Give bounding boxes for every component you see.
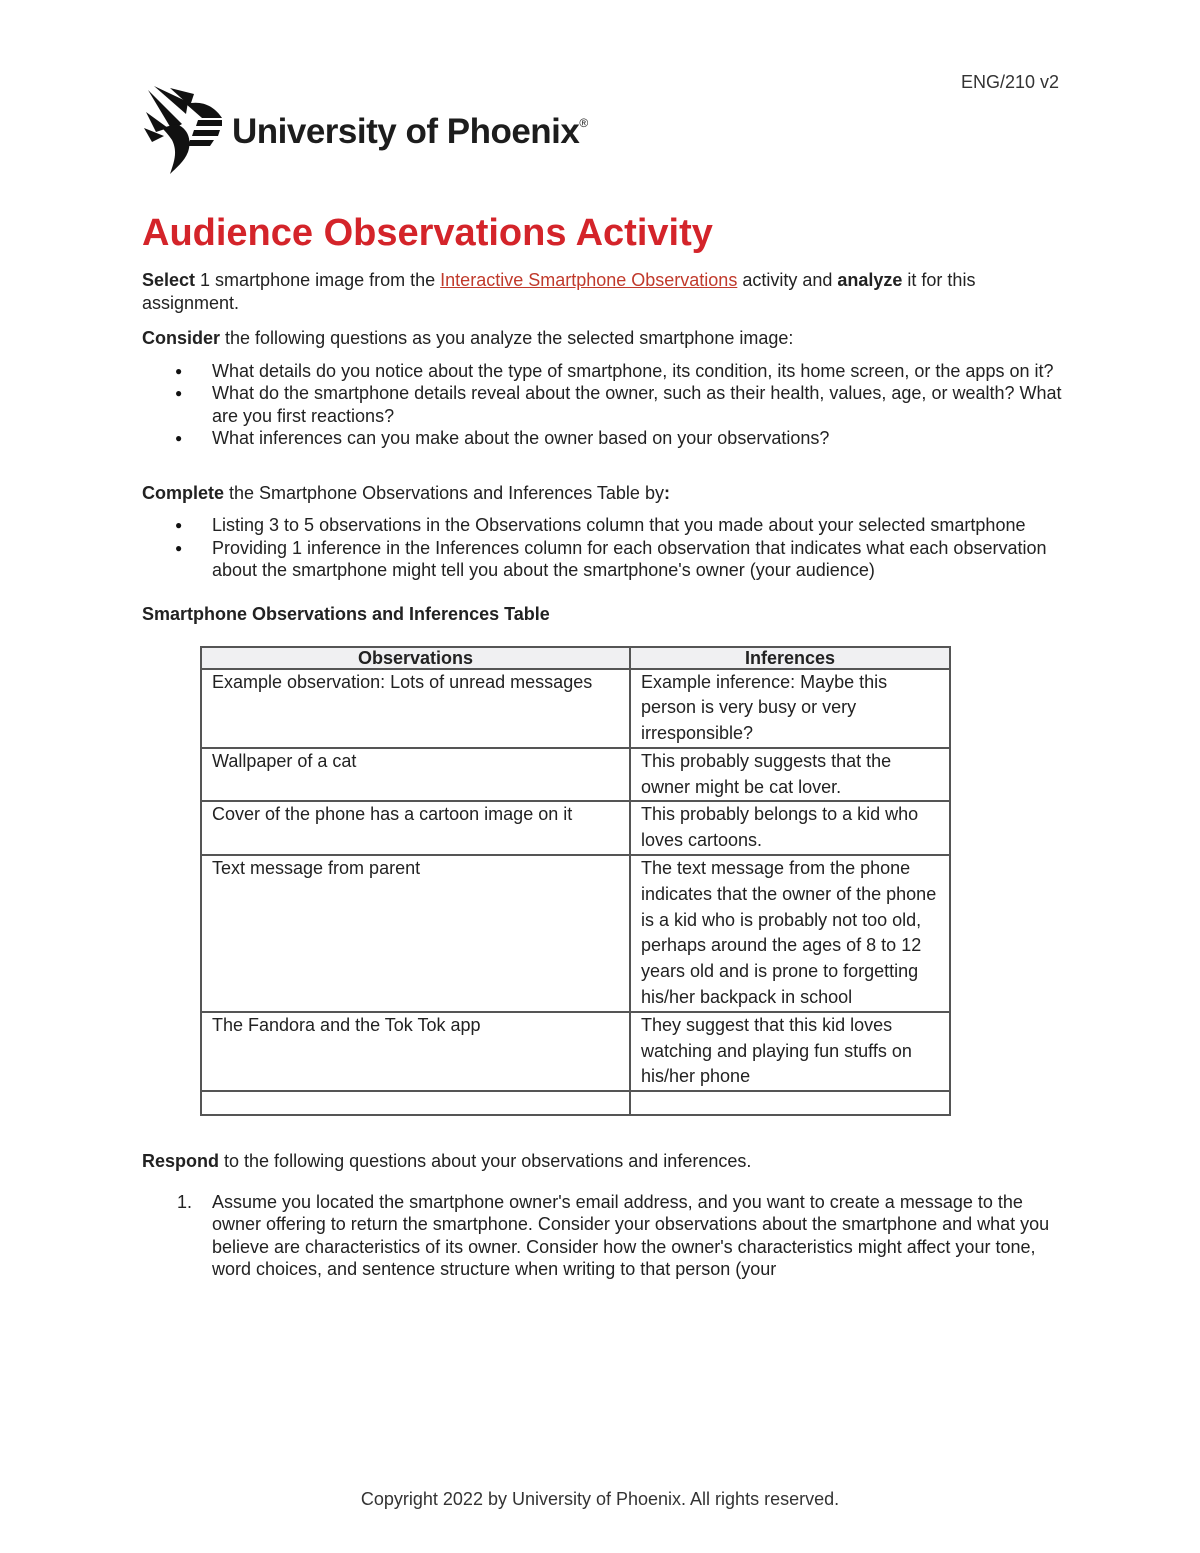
- table-row: [201, 669, 950, 748]
- interactive-observations-link[interactable]: Interactive Smartphone Observations: [440, 270, 738, 290]
- complete-list: [142, 514, 1062, 582]
- consider-list: [142, 360, 1062, 450]
- observation-cell[interactable]: Example observation: Lots of unread messages: [201, 669, 630, 748]
- list-item: ● What do the smartphone details reveal about the owner, such as their health, values, age, or wealth? What are you first reactions?: [142, 382, 1062, 427]
- header-inferences: Inferences: [630, 647, 950, 669]
- list-item: ● What details do you notice about the type of smartphone, its condition, its home screen, or the apps on it?: [142, 360, 1062, 383]
- question-number: 1.: [177, 1191, 193, 1212]
- university-logo: [142, 84, 588, 176]
- table-header-row: [201, 647, 950, 669]
- table-row: [201, 1091, 950, 1115]
- observation-cell[interactable]: [201, 1091, 630, 1115]
- observation-cell[interactable]: The Fandora and the Tok Tok app: [201, 1012, 630, 1091]
- university-name: University of Phoenix®: [232, 112, 588, 151]
- respond-paragraph: Respond to the following questions about your observations and inferences.: [142, 1151, 752, 1172]
- observation-cell[interactable]: Wallpaper of a cat: [201, 748, 630, 802]
- page-title: Audience Observations Activity: [142, 212, 713, 254]
- questions-list: [142, 1191, 1062, 1281]
- list-item: ● Providing 1 inference in the Inferences column for each observation that indicates what each observation about the smartphone might tell you about the smartphone's owner (your audience): [142, 537, 1062, 582]
- table-row: [201, 855, 950, 1012]
- table-row: [201, 1012, 950, 1091]
- observation-cell[interactable]: Cover of the phone has a cartoon image on it: [201, 801, 630, 855]
- complete-paragraph: Complete the Smartphone Observations and Inferences Table by:: [142, 482, 670, 503]
- table-row: [201, 748, 950, 802]
- inference-cell[interactable]: Example inference: Maybe this person is very busy or very irresponsible?: [630, 669, 950, 748]
- inference-cell[interactable]: This probably suggests that the owner might be cat lover.: [630, 748, 950, 802]
- inference-cell[interactable]: [630, 1091, 950, 1115]
- observations-table: [200, 646, 951, 1117]
- question-text: Assume you located the smartphone owner's email address, and you want to create a message to the owner offering to return the smartphone. Consider your observations about the smartphone and what you believe are characteristics of its owner. Consider how the owner's characteristics might affect your tone, word choices, and sentence structure when writing to that person (your: [212, 1191, 1050, 1280]
- list-item: ● What inferences can you make about the owner based on your observations?: [142, 427, 1062, 450]
- consider-paragraph: Consider the following questions as you analyze the selected smartphone image:: [142, 328, 794, 348]
- table-title: Smartphone Observations and Inferences Table: [142, 603, 550, 624]
- observation-cell[interactable]: Text message from parent: [201, 855, 630, 1012]
- inference-cell[interactable]: The text message from the phone indicates that the owner of the phone is a kid who is probably not too old, perhaps around the ages of 8 to 12 years old and is prone to forgetting his/her backpack in school: [630, 855, 950, 1012]
- table-row: [201, 801, 950, 855]
- course-code: ENG/210 v2: [960, 72, 1059, 92]
- intro-paragraph: Select 1 smartphone image from the Interactive Smartphone Observations activity and analyze it for this assignment.: [142, 270, 976, 313]
- list-item: [142, 1191, 1062, 1281]
- inference-cell[interactable]: This probably belongs to a kid who loves cartoons.: [630, 801, 950, 855]
- copyright-footer: Copyright 2022 by University of Phoenix. All rights reserved.: [360, 1489, 840, 1509]
- document-body: [142, 212, 1062, 1281]
- header-observations: Observations: [201, 647, 630, 669]
- phoenix-icon: [142, 84, 224, 176]
- list-item: ● Listing 3 to 5 observations in the Observations column that you made about your selected smartphone: [142, 514, 1062, 537]
- inference-cell[interactable]: They suggest that this kid loves watching and playing fun stuffs on his/her phone: [630, 1012, 950, 1091]
